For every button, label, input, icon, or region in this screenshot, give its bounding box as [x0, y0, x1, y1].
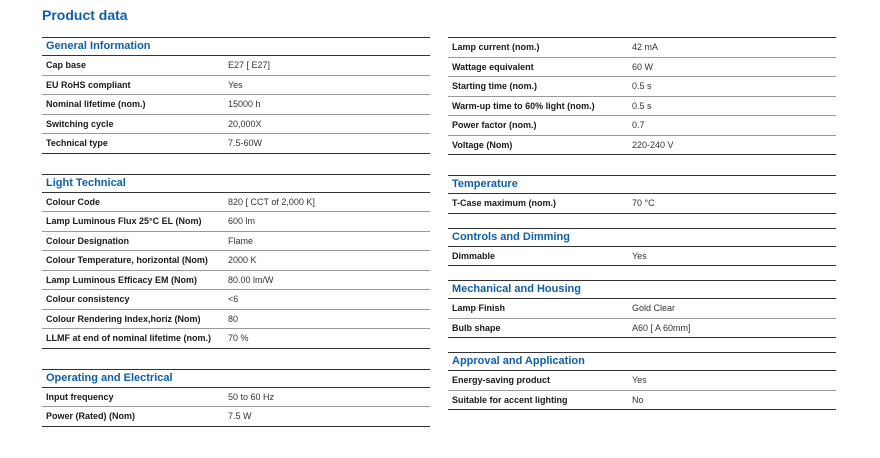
row-label: Nominal lifetime (nom.): [46, 99, 146, 109]
row-label: Colour Code: [46, 196, 100, 207]
table-row: [42, 251, 430, 271]
table-row: [42, 212, 430, 232]
section-general-information: [42, 37, 430, 154]
row-value: Gold Clear: [632, 303, 676, 313]
row-label: Warm-up time to 60% light (nom.): [452, 100, 595, 111]
table-row: [42, 407, 430, 427]
row-label: Power (Rated) (Nom): [46, 411, 136, 421]
row-label: Lamp current (nom.): [452, 42, 540, 52]
row-label: Suitable for accent lighting: [452, 394, 568, 405]
row-value: 600 lm: [228, 216, 256, 226]
row-value: No: [632, 394, 644, 405]
row-label: Power factor (nom.): [452, 120, 537, 130]
row-label: Voltage (Nom): [452, 139, 513, 150]
table-row: [448, 319, 836, 339]
section-title: Temperature: [448, 175, 836, 194]
table-row: [42, 310, 430, 330]
page-title: Product data: [42, 7, 128, 23]
table-row: [42, 290, 430, 310]
row-value: 70 %: [228, 333, 249, 343]
table-row: [448, 391, 836, 411]
section-title: General Information: [42, 37, 430, 56]
table-row: [448, 58, 836, 78]
row-label: Energy-saving product: [452, 375, 551, 385]
row-label: Input frequency: [46, 391, 114, 402]
row-label: Colour consistency: [46, 294, 130, 304]
section-title: Operating and Electrical: [42, 369, 430, 388]
table-row: [448, 97, 836, 117]
row-value: Yes: [632, 250, 647, 261]
row-label: EU RoHS compliant: [46, 79, 131, 90]
row-value: 7.5-60W: [228, 138, 263, 148]
table-row: [42, 134, 430, 154]
section-light-technical: [42, 174, 430, 349]
section-title: Controls and Dimming: [448, 228, 836, 247]
row-value: E27 [ E27]: [228, 60, 271, 70]
row-label: Colour Designation: [46, 235, 129, 246]
row-value: 80: [228, 313, 239, 324]
row-label: LLMF at end of nominal lifetime (nom.): [46, 333, 211, 343]
row-value: 0.5 s: [632, 100, 652, 111]
row-value: 80.00 lm/W: [228, 274, 274, 285]
row-label: Lamp Luminous Flux 25°C EL (Nom): [46, 216, 202, 226]
table-row: [448, 77, 836, 97]
table-row: [42, 329, 430, 349]
table-row: [42, 115, 430, 135]
row-label: Bulb shape: [452, 322, 501, 333]
row-label: Dimmable: [452, 250, 496, 261]
section-temperature: [448, 175, 836, 214]
section-title: Mechanical and Housing: [448, 280, 836, 299]
table-row: [42, 271, 430, 291]
section-electrical-continued: [448, 37, 836, 155]
row-value: <6: [228, 294, 239, 304]
table-row: [42, 388, 430, 408]
row-label: Lamp Luminous Efficacy EM (Nom): [46, 274, 198, 285]
row-value: 42 mA: [632, 42, 659, 52]
row-value: 15000 h: [228, 99, 261, 109]
row-value: 20,000X: [228, 118, 262, 129]
table-row: [448, 299, 836, 319]
table-row: [448, 116, 836, 136]
row-value: 220-240 V: [632, 139, 674, 150]
row-label: Switching cycle: [46, 118, 114, 129]
table-row: [448, 194, 836, 214]
table-row: [42, 95, 430, 115]
row-label: Wattage equivalent: [452, 61, 534, 72]
row-value: 7.5 W: [228, 411, 252, 421]
row-label: Cap base: [46, 60, 87, 70]
row-value: 60 W: [632, 61, 654, 72]
row-label: Colour Rendering Index,horiz (Nom): [46, 313, 201, 324]
row-label: Colour Temperature, horizontal (Nom): [46, 255, 208, 265]
row-label: Lamp Finish: [452, 303, 506, 313]
row-value: Yes: [632, 375, 647, 385]
row-value: A60 [ A 60mm]: [632, 322, 691, 333]
table-row: [42, 76, 430, 96]
table-row: [448, 38, 836, 58]
row-label: Technical type: [46, 138, 108, 148]
table-row: [42, 56, 430, 76]
row-label: T-Case maximum (nom.): [452, 198, 557, 208]
right-column: [448, 37, 836, 424]
section-title: Light Technical: [42, 174, 430, 193]
table-row: [448, 136, 836, 156]
section-operating-and-electrical: [42, 369, 430, 427]
table-row: [42, 193, 430, 213]
row-value: Flame: [228, 235, 254, 246]
row-value: 70 °C: [632, 198, 655, 208]
row-value: 50 to 60 Hz: [228, 391, 275, 402]
section-approval-and-application: [448, 352, 836, 410]
row-label: Starting time (nom.): [452, 81, 537, 91]
section-controls-and-dimming: [448, 228, 836, 267]
section-mechanical-and-housing: [448, 280, 836, 338]
table-row: [448, 247, 836, 267]
left-column: [42, 37, 430, 441]
row-value: 0.5 s: [632, 81, 652, 91]
row-value: 820 [ CCT of 2,000 K]: [228, 196, 315, 207]
section-title: Approval and Application: [448, 352, 836, 371]
table-row: [42, 232, 430, 252]
table-row: [448, 371, 836, 391]
row-value: 0.7: [632, 120, 645, 130]
row-value: Yes: [228, 79, 243, 90]
row-value: 2000 K: [228, 255, 257, 265]
